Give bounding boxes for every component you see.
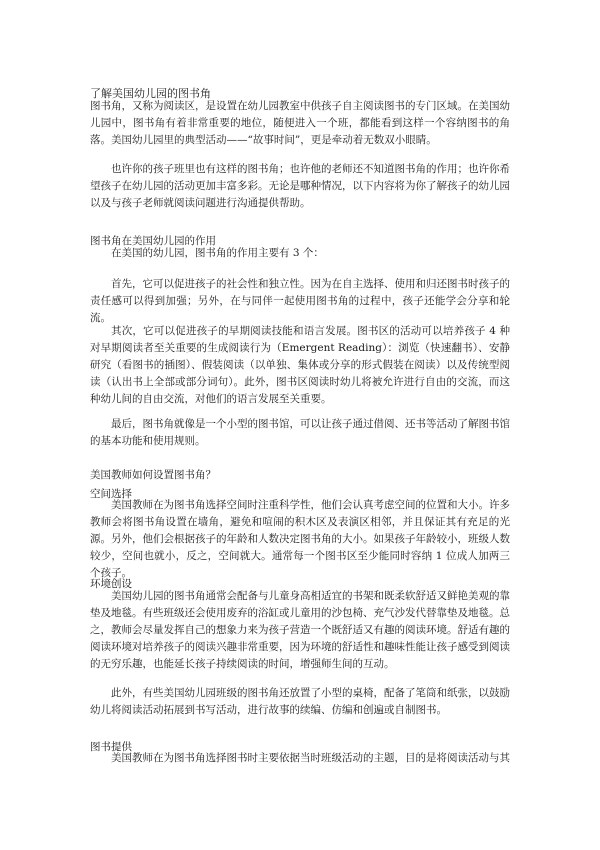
subheading-space: 空间选择 — [90, 488, 132, 500]
role-point-2 — [90, 323, 510, 408]
role-point-1 — [90, 276, 510, 327]
space-paragraph — [90, 497, 510, 582]
books-text: 美国教师在为图书角选择图书时主要依据当时班级活动的主题，目的是将阅读活动与其 — [111, 752, 510, 764]
intro-paragraph-2 — [90, 161, 510, 212]
space-text: 美国教师在为图书角选择空间时注重科学性，他们会认真考虑空间的位置和大小。许多教师会将图书角设置在墙角，避免和喧闹的积木区及表演区相邻，并且保证其有充足的光源。另外，他们会根据孩子的年龄和人数决定图书角的大小。如果孩子年龄较小，班级人数较少，空间也就小，反之，空间就大。通常每一个图书区至少能同时容纳 1 位成人加两三个孩子。 — [90, 499, 510, 579]
role-point-text-1: 首先，它可以促进孩子的社会性和独立性。因为在自主选择、使用和归还图书时孩子的责任感可以得到加强；另外，在与同伴一起使用图书角的过程中，孩子还能学会分享和轮流。 — [90, 278, 510, 324]
subheading-environment: 环境创设 — [90, 578, 132, 590]
section-heading-role: 图书角在美国幼儿园的作用 — [90, 235, 216, 247]
environment-paragraph-1 — [90, 588, 510, 673]
books-paragraph — [90, 750, 510, 767]
role-point-3 — [90, 416, 510, 450]
role-lead-text: 在美国的幼儿园，图书角的作用主要有 3 个： — [111, 247, 324, 259]
intro-text-2: 也许你的孩子班里也有这样的图书角；也许他的老师还不知道图书角的作用；也许你希望孩子在幼儿园的活动更加丰富多彩。无论是哪种情况，以下内容将为你了解孩子的幼儿园以及与孩子老师就阅读问题进行沟通提供帮助。 — [90, 163, 510, 209]
environment-paragraph-2 — [90, 685, 510, 719]
intro-text-1: 图书角，又称为阅读区，是设置在幼儿园教室中供孩子自主阅读图书的专门区域。在美国幼儿园中，图书角有着非常重要的地位，随便进入一个班，都能看到这样一个容纳图书的角落。美国幼儿园里的典型活动——“故事时间”，更是牵动着无数双小眼睛。 — [90, 100, 510, 146]
environment-text-1: 美国幼儿园的图书角通常会配备与儿童身高相适宜的书架和既柔软舒适又鲜艳美观的靠垫及地毯。有些班级还会使用废弃的浴缸或儿童用的沙包椅、充气沙发代替靠垫及地毯。总之，教师会尽量发挥自己的想象力来为孩子营造一个既舒适又有趣的阅读环境。舒适有趣的阅读环境对培养孩子的阅读兴趣非常重要，因为环境的舒适性和趣味性能让孩子感受到阅读的无穷乐趣，也能延长孩子持续阅读的时间，增强师生间的互动。 — [90, 590, 510, 670]
document-title: 了解美国幼儿园的图书角 — [90, 87, 211, 100]
role-lead-paragraph — [90, 245, 510, 262]
intro-paragraph-1 — [90, 98, 510, 149]
role-point-text-3: 最后，图书角就像是一个小型的图书馆，可以让孩子通过借阅、还书等活动了解图书馆的基本功能和使用规则。 — [90, 418, 510, 447]
role-point-text-2: 其次，它可以促进孩子的早期阅读技能和语言发展。图书区的活动可以培养孩子 4 种对早期阅读者至关重要的生成阅读行为（Emergent Reading）：浏览（快速翻书）、安静研究（看图书的插图）、假装阅读（以单独、集体或分享的形式假装在阅读）以及传统型阅读（认出书上全部或部分词句）。此外，图书区阅读时幼儿将被允许进行自由的交流，而这种幼儿间的自由交流，对他们的语言发展至关重要。 — [90, 325, 510, 405]
subheading-books: 图书提供 — [90, 741, 132, 753]
environment-text-2: 此外，有些美国幼儿园班级的图书角还放置了小型的桌椅，配备了笔筒和纸张，以鼓励幼儿将阅读活动拓展到书写活动，进行故事的续编、仿编和创遍或自制图书。 — [90, 687, 510, 716]
section-heading-setup: 美国教师如何设置图书角？ — [90, 469, 216, 481]
